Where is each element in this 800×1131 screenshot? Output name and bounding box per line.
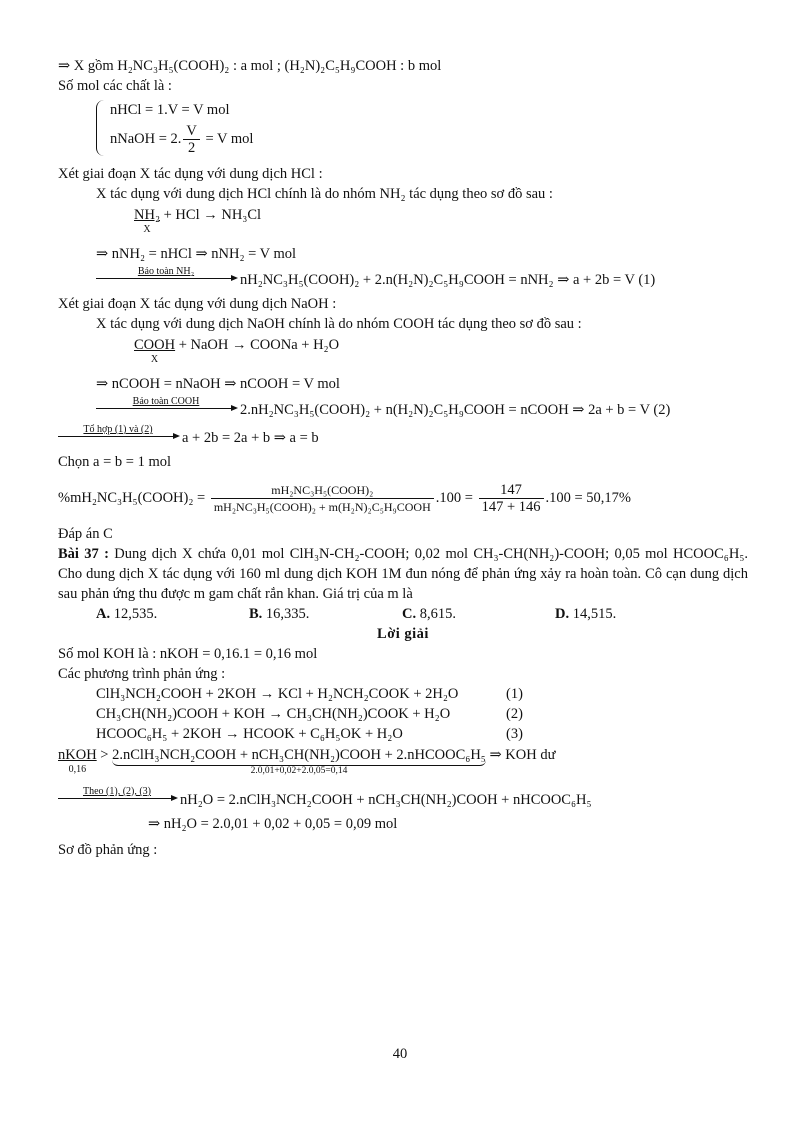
term-label: X xyxy=(150,354,159,365)
fraction xyxy=(211,482,434,515)
text-line: Xét giai đoạn X tác dụng với dung dịch HCl : xyxy=(58,166,323,182)
term: NH₂ xyxy=(134,207,160,223)
term: 2.nClH₃NCH₂COOH + nCH₃CH(NH₂)COOH + 2.nHCOOC₆H₅ xyxy=(112,746,486,766)
underbrace-term xyxy=(134,336,175,365)
equation-number: (3) xyxy=(506,726,523,742)
option-c: C. 8,615. xyxy=(402,606,456,622)
fraction-numerator: V xyxy=(183,123,199,140)
fraction xyxy=(183,123,199,156)
equation-part: .100 = 50,17% xyxy=(545,490,632,506)
reaction-equation xyxy=(58,724,748,744)
term: nKOH xyxy=(58,747,97,763)
equation-part: nH₂NC₃H₅(COOH)₂ + 2.n(H₂N)₂C₅H₉COOH = nNH₂ ⇒ a + 2b = V (1) xyxy=(240,272,656,288)
equation: ⇒ nCOOH = nNaOH ⇒ nCOOH = V mol xyxy=(96,376,340,392)
left-brace-icon xyxy=(96,100,105,156)
arrow-label: Bảo toàn COOH xyxy=(132,396,200,407)
term-label: 0,16 xyxy=(68,764,87,775)
equation-part: CH₃CH(NH₂)COOH + KOH → CH₃CH(NH₂)COOK + H₂O xyxy=(96,706,451,722)
arrow-icon xyxy=(58,424,178,437)
equation xyxy=(58,266,748,294)
equation-number: (1) xyxy=(506,686,523,702)
equation: ⇒ nH₂O = 2.0,01 + 0,02 + 0,05 = 0,09 mol xyxy=(148,816,398,832)
equation: nHCl = 1.V = V mol xyxy=(110,102,230,118)
fraction-numerator: mH₂NC₃H₅(COOH)₂ xyxy=(211,482,434,499)
text-line: Chọn a = b = 1 mol xyxy=(58,454,172,470)
document-page xyxy=(58,52,748,860)
text-line: X tác dụng với dung dịch HCl chính là do nhóm NH₂ tác dụng theo sơ đồ sau : xyxy=(96,186,553,202)
term-label: X xyxy=(143,224,151,235)
arrow-icon xyxy=(96,396,236,409)
term: COOH xyxy=(134,337,176,353)
option-d: D. 14,515. xyxy=(555,606,617,622)
text-line: Số mol các chất là : xyxy=(58,78,172,94)
text-line: Xét giai đoạn X tác dụng với dung dịch NaOH : xyxy=(58,296,337,312)
scheme-rest: + HCl → NH₃Cl xyxy=(163,207,262,223)
equation-part: a + 2b = 2a + b ⇒ a = b xyxy=(182,430,319,446)
equation-system xyxy=(58,98,748,160)
term-label: 2.0,01+0,02+2.0,05=0,14 xyxy=(250,766,348,776)
arrow-icon xyxy=(96,266,236,279)
equation xyxy=(110,122,748,156)
option-b: B. 16,335. xyxy=(249,606,310,622)
text-line: Số mol KOH là : nKOH = 0,16.1 = 0,16 mol xyxy=(58,646,318,662)
comparison-line: nKOH 0,16 > 2.nClH₃NCH₂COOH + nCH₃CH(NH₂)COOH + 2.nHCOOC₆H₅ 2.0,01+0,02+2.0,05=0,14 ⇒ KOH dư xyxy=(58,747,556,776)
arrow-label: Tổ hợp (1) và (2) xyxy=(83,424,153,435)
arrow-icon xyxy=(58,786,176,799)
equation-part: nH₂O = 2.nClH₃NCH₂COOH + nCH₃CH(NH₂)COOH + nHCOOC₆H₅ xyxy=(180,792,592,808)
equation-part: ClH₃NCH₂COOH + 2KOH → KCl + H₂NCH₂COOK + 2H₂O xyxy=(96,686,459,702)
fraction-numerator: 147 xyxy=(479,482,544,499)
fraction-denominator: 147 + 146 xyxy=(481,499,541,516)
answer-line: Đáp án C xyxy=(58,526,113,542)
underbrace-term xyxy=(112,746,486,777)
equation-part: ⇒ KOH dư xyxy=(489,747,556,763)
arrow-label: Theo (1), (2), (3) xyxy=(82,786,152,797)
fraction xyxy=(479,482,544,515)
arrow-label: Bảo toàn NH₂ xyxy=(137,266,195,277)
percent-equation xyxy=(58,476,748,520)
equation-part: = V mol xyxy=(205,131,254,147)
equation-number: (2) xyxy=(506,706,523,722)
equation-part: .100 = xyxy=(435,490,473,506)
answer-options xyxy=(58,604,748,624)
scheme-rest: + NaOH → COONa + H₂O xyxy=(178,337,340,353)
problem-label: Bài 37 : xyxy=(58,546,109,562)
scheme-line xyxy=(58,206,748,242)
equation-part: %mH₂NC₃H₅(COOH)₂ = xyxy=(58,490,206,506)
equation-part: 2.nH₂NC₃H₅(COOH)₂ + n(H₂N)₂C₅H₉COOH = nCOOH ⇒ 2a + b = V (2) xyxy=(240,402,671,418)
solution-heading: Lời giải xyxy=(377,626,429,642)
scheme-line xyxy=(58,336,748,372)
problem-text: Dung dịch X chứa 0,01 mol ClH₃N-CH₂-COOH; 0,02 mol CH₃-CH(NH₂)-COOH; 0,05 mol HCOOC₆H₅. Cho dung dịch X tác dụng với 160 ml dung dịch KOH 1M đun nóng để phản ứng xảy ra hoàn toàn. Cô cạn dung dịch sau phản ứng thu được m gam chất rắn khan. Giá trị của m là xyxy=(58,546,748,602)
equation-part: nNaOH = 2. xyxy=(110,131,182,147)
underbrace-term xyxy=(134,206,160,235)
equation xyxy=(58,396,748,424)
equation xyxy=(58,786,748,814)
reaction-equation xyxy=(58,704,748,724)
reaction-equation xyxy=(58,684,748,704)
text-line: X tác dụng với dung dịch NaOH chính là do nhóm COOH tác dụng theo sơ đồ sau : xyxy=(96,316,582,332)
text-line: ⇒ X gồm H₂NC₃H₅(COOH)₂ : a mol ; (H₂N)₂C₅H₉COOH : b mol xyxy=(58,58,442,74)
page-number: 40 xyxy=(392,1046,408,1062)
underbrace-term xyxy=(58,746,97,775)
problem-statement xyxy=(58,544,748,604)
fraction-denominator: 2 xyxy=(188,140,196,157)
equation xyxy=(58,424,748,452)
text-line: Các phương trình phản ứng : xyxy=(58,666,226,682)
text-line: Sơ đồ phản ứng : xyxy=(58,842,158,858)
fraction-denominator: mH₂NC₃H₅(COOH)₂ + m(H₂N)₂C₅H₉COOH xyxy=(213,500,431,515)
equation-part: HCOOC₆H₅ + 2KOH → HCOOK + C₆H₅OK + H₂O xyxy=(96,726,403,742)
option-a: A. 12,535. xyxy=(96,606,158,622)
equation: ⇒ nNH₂ = nHCl ⇒ nNH₂ = V mol xyxy=(96,246,297,262)
